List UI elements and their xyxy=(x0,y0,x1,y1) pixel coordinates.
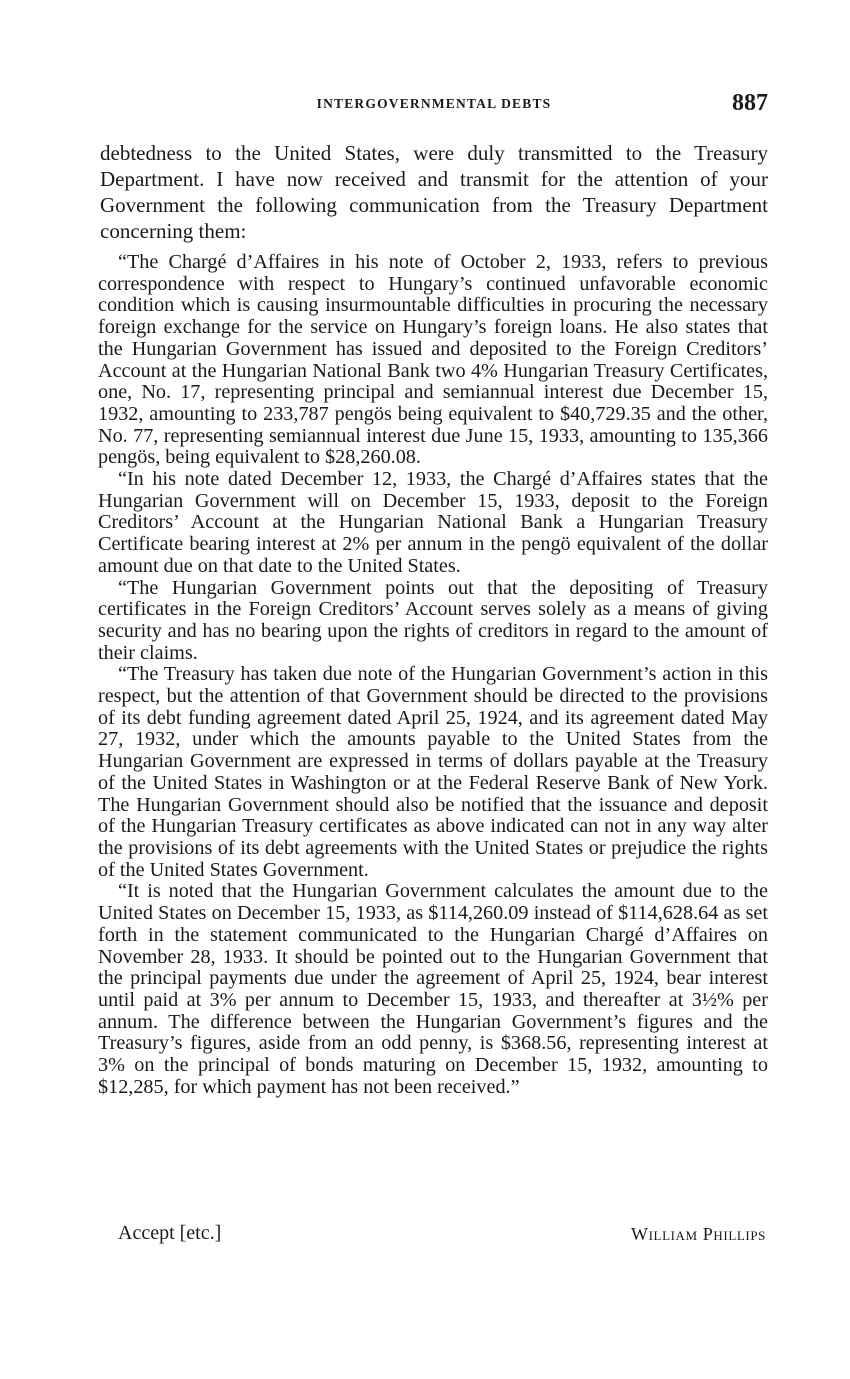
quote-paragraph: “In his note dated December 12, 1933, the Chargé d’Affaires states that the Hungarian Government will on December 15, 1933, deposit to the Foreign Creditors’ Account at the Hungarian National Bank a Hungarian Treasury Certificate bearing interest at 2% per annum in the pengö equivalent of the dollar amount due on that date to the United States. xyxy=(98,468,768,577)
quote-paragraph: “The Treasury has taken due note of the Hungarian Government’s action in this respect, but the attention of that Government should be directed to the provisions of its debt funding agreement dated April 25, 1924, and its agreement dated May 27, 1932, under which the amounts payable to the United States from the Hungarian Government are expressed in terms of dollars payable at the Treasury of the United States in Washington or at the Federal Reserve Bank of New York. The Hungarian Government should also be notified that the issuance and deposit of the Hungarian Treasury certificates as above indicated can not in any way alter the provisions of its debt agreements with the United States or prejudice the rights of the United States Government. xyxy=(98,663,768,881)
treasury-communication-quote xyxy=(98,252,768,1098)
signature: William Phillips xyxy=(631,1224,766,1244)
quote-paragraph: “The Chargé d’Affaires in his note of October 2, 1933, refers to previous correspondence with respect to Hungary’s continued unfavorable economic condition which is causing insurmountable difficulties in procuring the necessary foreign exchange for the service on Hungary’s foreign loans. He also states that the Hungarian Government has issued and deposited to the Foreign Creditors’ Account at the Hungarian National Bank two 4% Hungarian Treasury Certificates, one, No. 17, representing principal and semiannual interest due December 15, 1932, amounting to 233,787 pengös being equivalent to $40,729.35 and the other, No. 77, representing semiannual interest due June 15, 1933, amounting to 135,366 pengös, being equivalent to $28,260.08. xyxy=(98,251,768,469)
quote-paragraph: “The Hungarian Government points out that the depositing of Treasury certificates in the Foreign Creditors’ Account serves solely as a means of giving security and has no bearing upon the rights of creditors in regard to the amount of their claims. xyxy=(98,576,768,664)
running-title: INTERGOVERNMENTAL DEBTS xyxy=(316,96,552,111)
quote-paragraph: “It is noted that the Hungarian Government calculates the amount due to the United States on December 15, 1933, as $114,260.09 instead of $114,628.64 as set forth in the statement communicated to the Hungarian Chargé d’Affaires on November 28, 1933. It should be pointed out to the Hungarian Government that the principal payments due under the agreement of April 25, 1924, bear interest until paid at 3% per annum to December 15, 1933, and thereafter at 3½% per annum. The difference between the Hungarian Government’s figures and the Treasury’s figures, aside from an odd penny, is $368.56, representing interest at 3% on the principal of bonds maturing on December 15, 1932, amounting to $12,285, for which payment has not been received.” xyxy=(98,880,768,1098)
complimentary-close: Accept [etc.] xyxy=(118,1222,222,1244)
intro-paragraph: debtedness to the United States, were duly transmitted to the Treasury Department. I have now received and transmit for the attention of your Government the following communication from the Treasury Department concerning them: xyxy=(100,141,768,243)
running-head xyxy=(100,90,768,124)
page-number: 887 xyxy=(732,90,768,116)
